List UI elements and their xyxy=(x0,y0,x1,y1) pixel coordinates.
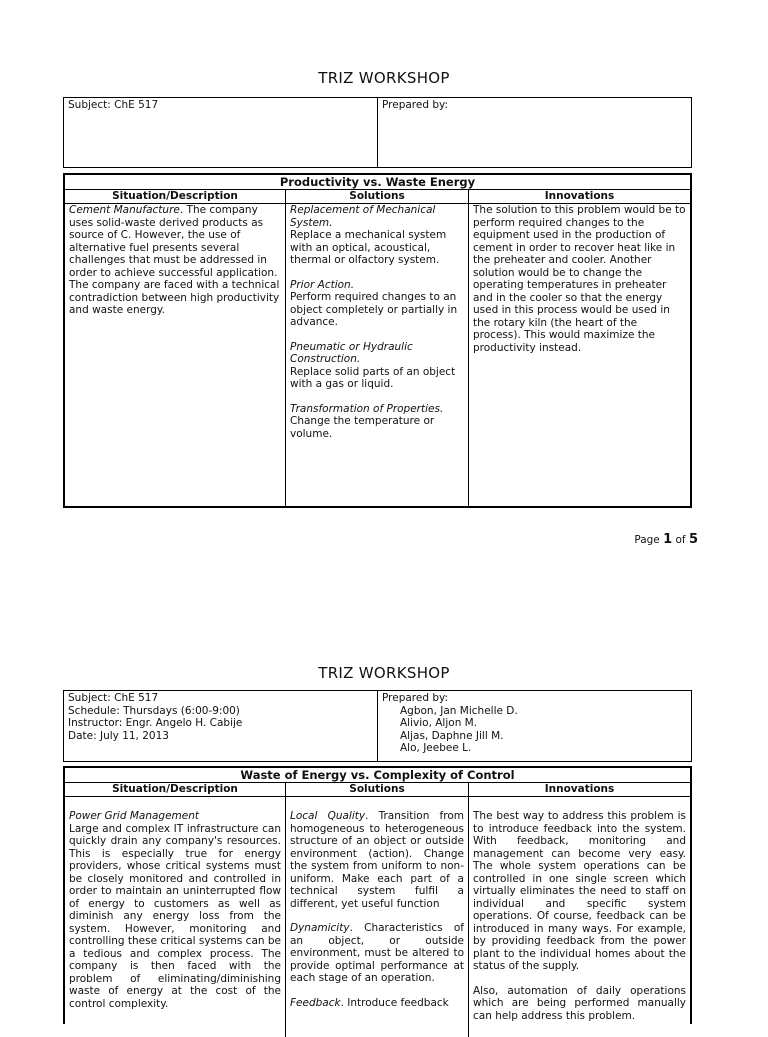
date-text: Date: July 11, 2013 xyxy=(68,729,169,742)
prepared-by-cell xyxy=(378,691,691,761)
solution-title: Local Quality xyxy=(290,810,366,822)
solution-text: . Introduce feedback xyxy=(340,996,449,1009)
author-name: Alo, Jeebee L. xyxy=(400,742,472,754)
page-number xyxy=(634,532,698,547)
solution-title: Prior Action. xyxy=(290,278,355,291)
subject-text: Subject: ChE 517 xyxy=(68,692,159,704)
solutions-cell xyxy=(286,204,469,508)
col-header-solutions: Solutions xyxy=(286,783,469,796)
author-name: Agbon, Jan Michelle D. xyxy=(400,704,518,717)
col-header-innovations: Innovations xyxy=(544,783,615,795)
page-of: of xyxy=(675,534,686,546)
solution-title: Dynamicity xyxy=(290,922,350,934)
triz-table xyxy=(63,173,692,508)
situation-cell xyxy=(65,204,286,508)
triz-table xyxy=(63,766,692,1024)
col-header-solutions: Solutions xyxy=(286,190,469,203)
page-label: Page xyxy=(634,534,660,546)
table-row xyxy=(65,204,690,508)
instructor-text: Instructor: Engr. Angelo H. Cabije xyxy=(68,717,243,729)
solution-text: . Transition from homogeneous to heterogeneous structure of an object or outside environment (action). Change the system from uniform to non-uniform. Make each part of a technical system fulfil a different, yet useful function xyxy=(290,810,464,910)
situation-text: Large and complex IT infrastructure can quickly drain any company's resources. This is especially true for energy providers, whose critical systems must be closely monitored and controlled in order to maintain an uninterrupted flow of energy to customers as well as diminish any energy loss from the system. However, monitoring and controlling these critical systems can be a tedious and complex process. The company is then faced with the problem of eliminating/diminishing waste of energy at the cost of the control complexity. xyxy=(69,822,281,1010)
innovation-text: The solution to this problem would be to perform required changes to the equipment used in the production of cement in order to recover heat like in the preheater and cooler. Another solution would be to change the operating temperatures in preheater and in the cooler so that the energy used in this process would be used in the rotary kiln (the heart of the process). This would maximize the productivity instead. xyxy=(473,204,686,354)
subject-cell xyxy=(64,98,378,167)
header-box xyxy=(63,97,692,168)
col-header-situation: Situation/Description xyxy=(65,190,286,203)
col-header-innovations: Innovations xyxy=(544,190,615,202)
table-header-row xyxy=(65,190,690,204)
solution-title: Transformation of Properties. xyxy=(290,402,444,415)
author-name: Alivio, Aljon M. xyxy=(400,717,478,729)
page-current: 1 xyxy=(663,532,673,547)
situation-text: . The company uses solid-waste derived products as source of C. However, the use of alternative fuel presents several challenges that must be addressed in order to achieve successful application. The company are faced with a technical contradiction between high productivity and waste energy. xyxy=(69,204,280,316)
innovations-cell xyxy=(469,204,690,508)
prepared-by-text: Prepared by: xyxy=(382,99,448,111)
header-box xyxy=(63,690,692,762)
subject-text: Subject: ChE 517 xyxy=(68,99,159,111)
solution-title: Replacement of Mechanical System. xyxy=(290,204,436,229)
situation-cell xyxy=(65,797,286,1037)
table-title: Waste of Energy vs. Complexity of Control xyxy=(65,768,690,783)
table-title: Productivity vs. Waste Energy xyxy=(65,175,690,190)
solution-text: . Characteristics of an object, or outside environment, must be altered to provide optimal performance at each stage of an operation. xyxy=(290,922,464,984)
page-total: 5 xyxy=(688,532,698,547)
solution-text: Change the temperature or volume. xyxy=(290,415,435,440)
table-header-row xyxy=(65,783,690,797)
solution-text: Replace solid parts of an object with a gas or liquid. xyxy=(290,365,456,390)
solutions-cell xyxy=(286,797,469,1037)
schedule-text: Schedule: Thursdays (6:00-9:00) xyxy=(68,704,240,717)
solution-title: Feedback xyxy=(290,996,341,1009)
page-title: TRIZ WORKSHOP xyxy=(318,69,450,87)
page-title: TRIZ WORKSHOP xyxy=(318,664,450,682)
prepared-by-text: Prepared by: xyxy=(382,692,448,704)
author-name: Aljas, Daphne Jill M. xyxy=(400,729,504,742)
innovation-text: Also, automation of daily operations which are being performed manually can help address this problem. xyxy=(473,984,686,1022)
solution-title: Pneumatic or Hydraulic Construction. xyxy=(290,340,413,365)
solution-text: Perform required changes to an object completely or partially in advance. xyxy=(290,291,458,328)
col-header-situation: Situation/Description xyxy=(65,783,286,796)
table-row xyxy=(65,797,690,1037)
solution-text: Replace a mechanical system with an optical, acoustical, thermal or olfactory system. xyxy=(290,229,447,266)
situation-heading: Cement Manufacture xyxy=(69,204,180,216)
subject-cell xyxy=(64,691,378,761)
situation-heading: Power Grid Management xyxy=(69,810,199,822)
innovation-text: The best way to address this problem is to introduce feedback into the system. With feedback, monitoring and management can become very easy. The whole system operations can be controlled in one single screen which virtually eliminates the need to staff on individual and specific system operations. Of course, feedback can be introduced in many ways. For example, by providing feedback from the power plant to the individual homes about the status of the supply. xyxy=(473,810,686,972)
prepared-by-cell xyxy=(378,98,691,167)
innovations-cell xyxy=(469,797,690,1037)
